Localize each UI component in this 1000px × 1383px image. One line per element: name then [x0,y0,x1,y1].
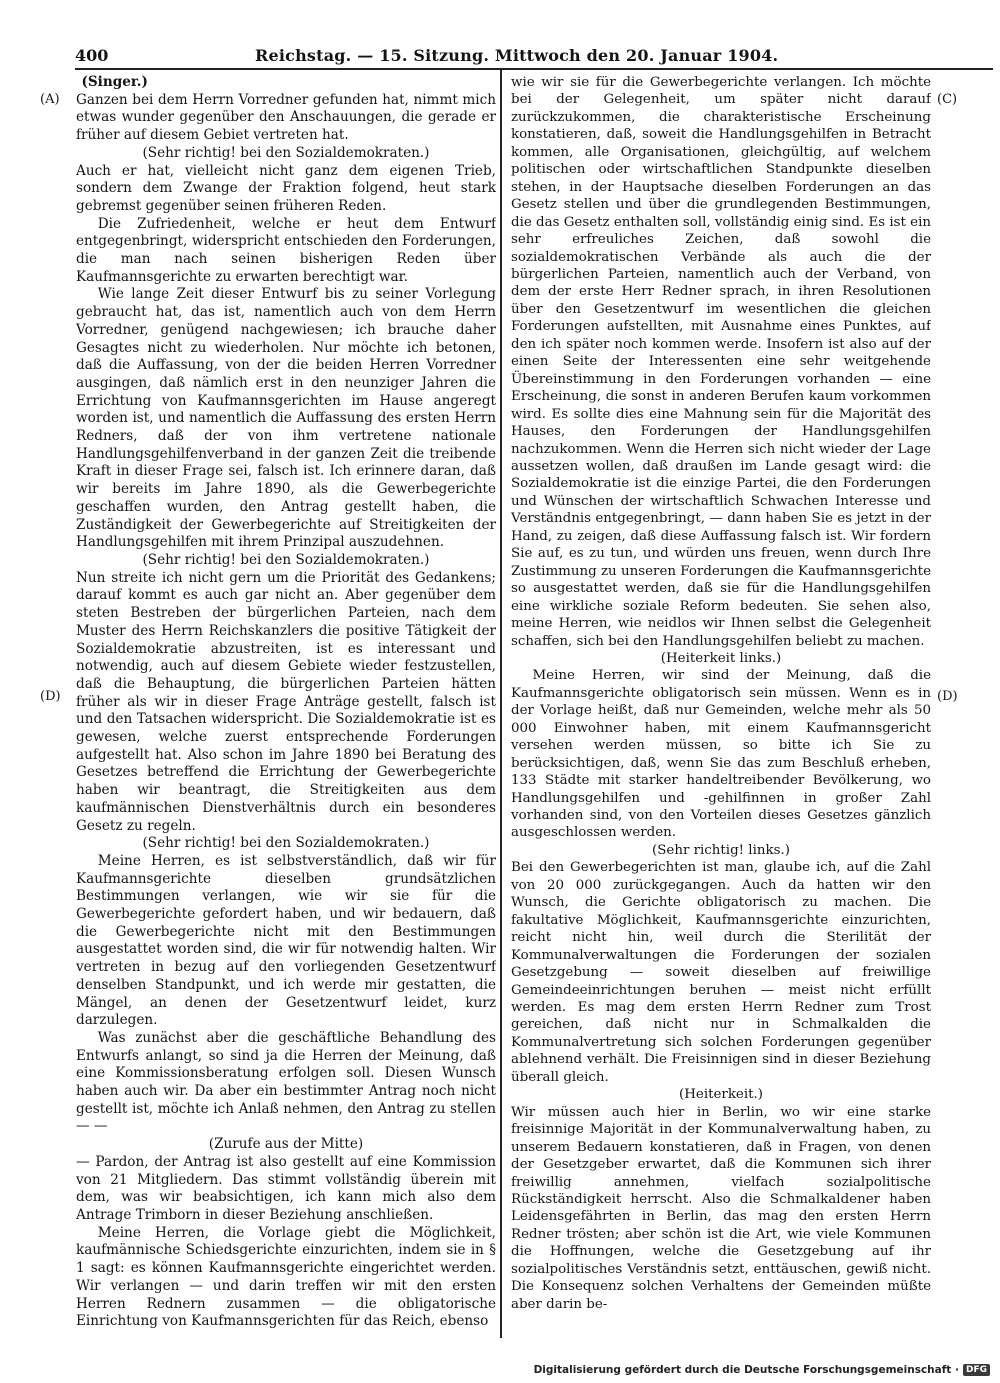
margin-marker-a: (A) [40,92,60,107]
page-header [75,44,990,70]
interjection: (Sehr richtig! links.) [652,842,790,858]
running-title: Reichstag. — 15. Sitzung. Mittwoch den 20. Januar 1904. [255,46,779,65]
paragraph: Nun streite ich nicht gern um die Priorität des Gedankens; darauf kommt es auch gar nicht an. Aber gegenüber dem steten Bestreben der bürgerlichen Parteien, nach dem Muster des Herrn Reichskanzlers die positive Tätigkeit der Sozialdemokratie abzustreiten, ist es interessant und notwendig, auch auf diesem Gebiete wieder festzustellen, daß die Behauptung, die bürgerlichen Parteien hätten früher als wir in dieser Frage Anträge gestellt, falsch ist und den Tatsachen widerspricht. Die Sozialdemokratie ist es gewesen, welche zuerst entsprechende Forderungen aufgestellt hat. Also schon im Jahre 1890 bei Beratung des Gesetzes betreffend die Errichtung der Gewerbegerichte haben wir beantragt, die Streitigkeiten aus dem kaufmännischen Dienstverhältnis durch ein besonderes Gesetz zu regeln. [76,569,496,834]
footer [534,1364,990,1376]
paragraph: wie wir sie für die Gewerbegerichte verlangen. Ich möchte bei der Gelegenheit, um später nicht darauf zurückzukommen, die charakteristische Erscheinung konstatieren, daß, soweit die Handlungsgehilfen in Betracht kommen, alle Organisationen, gleichgültig, auf welchem politischen oder wirtschaftlichen Standpunkte dieselben stehen, in der Hauptsache dieselben Forderungen an das Gesetz stellen und über die grundlegenden Bestimmungen, die das Gesetz enthalten soll, vollständig einig sind. Es ist ein sehr erfreuliches Zeichen, daß sowohl die sozialdemokratischen Verbände als auch die der bürgerlichen Parteien, namentlich auch der Verband, von dem der erste Herr Redner sprach, in ihren Resolutionen über den Gesetzentwurf im wesentlichen die gleichen Forderungen aufstellten, mit Ausnahme eines Punktes, auf den ich später noch kommen werde. Insofern ist also auf der einen Seite der Interessenten eine sehr weitgehende Übereinstimmung in den Forderungen vorhanden — eine Erscheinung, die sonst in anderen Berufen kaum vorkommen wird. Es sollte dies eine Mahnung sein für die Majorität des Hauses, den Forderungen der Handlungsgehilfen nachzukommen. Wenn die Herren sich nicht wieder der Lage aussetzen wollen, daß draußen im Lande gesagt wird: die Sozialdemokratie ist die einzige Partei, die den Forderungen und Wünschen der wirtschaftlich Schwachen Interesse und Verständnis entgegenbringt, — dann haben Sie es jetzt in der Hand, zu zeigen, daß diese Auffassung falsch ist. Wir fordern Sie auf, es zu tun, und würden uns freuen, wenn durch Ihre Zustimmung zu unseren Forderungen die Kaufmannsgerichte so ausgestattet werden, daß sie für die Handlungsgehilfen eine wirkliche soziale Reform bedeuten. Sie sehen also, meine Herren, wie neidlos wir Ihnen selbst die Gelegenheit schaffen, sich bei den Handlungsgehilfen beliebt zu machen. [511,75,931,649]
paragraph: Meine Herren, die Vorlage giebt die Möglichkeit, kaufmännische Schiedsgerichte einzurichten, indem sie in § 1 sagt: es können Kaufmannsgerichte eingerichtet werden. Wir verlangen — und darin treffen wir mit den ersten Herren Rednern zusammen — die obligatorische Einrichtung von Kaufmannsgerichten für das Reich, ebenso [76,1224,496,1330]
paragraph: — Pardon, der Antrag ist also gestellt auf eine Kommission von 21 Mitgliedern. Das stimmt vollständig überein mit dem, was wir beabsichtigen, ich kann mich also dem Antrage Trimborn in dieser Beziehung anschließen. [76,1153,496,1223]
paragraph: Meine Herren, es ist selbstverständlich, daß wir für Kaufmannsgerichte dieselben grundsätzlichen Bestimmungen verlangen, wie wir sie für die Gewerbegerichte gefordert haben, und wir bedauern, daß die Gewerbegerichte nicht mit den Bestimmungen ausgestattet worden sind, die wir für notwendig halten. Wir vertreten in bezug auf den vorliegenden Gesetzentwurf denselben Standpunkt, und ich werde mir gestatten, die Mängel, an denen der Gesetzentwurf leidet, kurz darzulegen. [76,852,496,1029]
page-number: 400 [75,46,109,65]
margin-marker-d-left: (D) [40,689,61,704]
paragraph: Auch er hat, vielleicht nicht ganz dem eigenen Trieb, sondern dem Zwange der Fraktion folgend, heut stark gebremst gegenüber seinen früheren Reden. [76,162,496,214]
footer-text: Digitalisierung gefördert durch die Deutsche Forschungsgemeinschaft · [533,1364,959,1376]
right-column [511,74,931,1336]
margin-marker-c: (C) [937,92,958,107]
interjection: (Sehr richtig! bei den Sozialdemokraten.) [142,144,430,161]
paragraph: Die Zufriedenheit, welche er heut dem Entwurf entgegenbringt, widerspricht entschieden den Forderungen, die man nach seinen bisherigen Reden über Kaufmannsgerichte zu erwarten berechtigt war. [76,215,496,285]
margin-marker-d-right: (D) [937,689,958,704]
column-divider [500,70,502,1338]
paragraph: Was zunächst aber die geschäftliche Behandlung des Entwurfs anlangt, so sind ja die Herren der Meinung, daß eine Kommissionsberatung erfolgen soll. Diesen Wunsch haben auch wir. Da aber ein bestimmter Antrag noch nicht gestellt ist, möchte ich Anlaß nehmen, den Antrag zu stellen — — [76,1029,496,1135]
interjection: (Heiterkeit links.) [660,650,782,666]
paragraph: Bei den Gewerbegerichten ist man, glaube ich, auf die Zahl von 20 000 zurückgegangen. Auch da hatten wir den Wunsch, die Gerichte obligatorisch zu machen. Die fakultative Möglichkeit, Kaufmannsgerichte einzurichten, reicht nicht hin, weil durch die Sterilität der Kommunalverwaltungen die Forderungen der sozialen Gesetzgebung — soweit dieselben auf freiwillige Gemeindeeinrichtungen beruhen — meist nicht erfüllt werden. Es mag dem ersten Herrn Redner zum Trost gereichen, daß nicht nur in Schmalkalden die Kommunalvertretung sich solchen Forderungen gegenüber ablehnend verhält. Die Freisinnigen sind in dieser Beziehung überall gleich. [511,860,931,1085]
dfg-logo: DFG [963,1364,990,1376]
interjection: (Sehr richtig! bei den Sozialdemokraten.) [142,551,430,568]
paragraph: Wie lange Zeit dieser Entwurf bis zu seiner Vorlegung gebraucht hat, das ist, namentlich auch von dem Herrn Vorredner, genügend nachgewiesen; ich brauche daher Gesagtes nicht zu wiederholen. Nur möchte ich betonen, daß die Auffassung, von der die beiden Herren Vorredner ausgingen, daß nämlich erst in den neunziger Jahren die Errichtung von Kaufmannsgerichten im Hause angeregt worden ist, und namentlich die Auffassung des ersten Herrn Redners, daß der von ihm vertretene nationale Handlungsgehilfenverband in der ganzen Zeit die treibende Kraft in dieser Frage sei, falsch ist. Ich erinnere daran, daß wir bereits im Jahre 1890, als die Gewerbegerichte geschaffen wurden, den Antrag gestellt haben, die Zuständigkeit der Gewerbegerichte auf Streitigkeiten der Handlungsgehilfen mit ihrem Prinzipal auszudehnen. [76,286,496,551]
paragraph: Wir müssen auch hier in Berlin, wo wir eine starke freisinnige Majorität in der Kommunalverwaltung haben, zu unserem Bedauern konstatieren, daß in Fragen, von denen der Gesetzgeber erwartet, daß die Kommunen sich ihrer freiwillig annehmen, vielfach sozialpolitische Rückständigkeit herrscht. Also die Schmalkaldener haben Leidensgefährten in Berlin, das mag den ersten Herrn Redner trösten; aber schön ist die Art, wie viele Kommunen die Hoffnungen, welche die Gesetzgebung auf ihr sozialpolitisches Verständnis setzt, enttäuschen, gewiß nicht. Die Konsequenz solchen Verhaltens der Gemeinden müßte aber darin be- [511,1104,931,1312]
interjection: (Heiterkeit.) [679,1087,763,1103]
interjection: (Sehr richtig! bei den Sozialdemokraten.) [142,835,430,852]
paragraph: Meine Herren, wir sind der Meinung, daß die Kaufmannsgerichte obligatorisch sein müssen. Wenn es in der Vorlage heißt, daß nur Gemeinden, welche mehr als 50 000 Einwohner haben, mit einem Kaufmannsgericht versehen werden müssen, so bitte ich Sie zu berücksichtigen, daß, wenn Sie das zum Beschluß erheben, 133 Städte mit starker handeltreibender Bevölkerung, wo Handlungsgehilfen und -gehilfinnen in großer Zahl vorhanden sind, von den Vorteilen dieses Gesetzes gänzlich ausgeschlossen werden. [511,668,931,841]
speaker-name: (Singer.) [81,74,148,90]
left-column [76,74,496,1336]
header-rule [75,68,993,70]
paragraph: Ganzen bei dem Herrn Vorredner gefunden hat, nimmt mich etwas wunder gegenüber den Anschauungen, die gerade er früher auf diesem Gebiet vertreten hat. [76,91,496,144]
interjection: (Zurufe aus der Mitte) [208,1136,364,1153]
